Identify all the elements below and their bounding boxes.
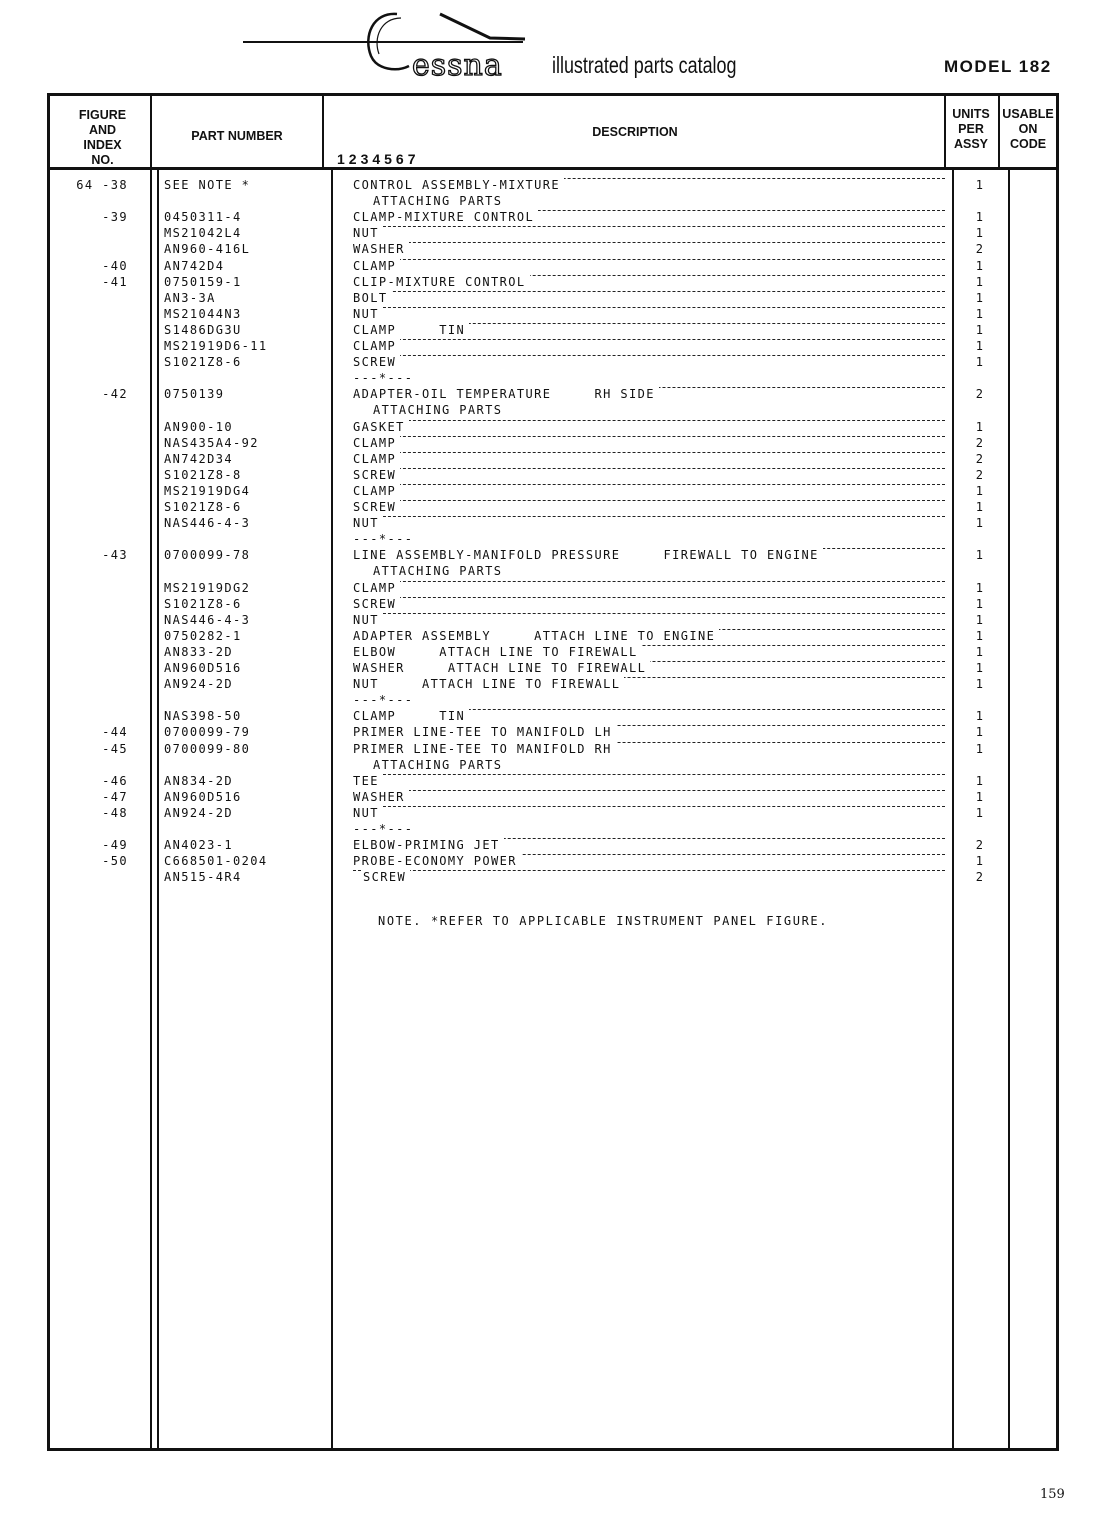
figure-index: -41	[102, 274, 128, 289]
description: GASKET	[353, 420, 409, 434]
units-per-assy: 1	[975, 644, 985, 659]
description-cell	[353, 661, 945, 675]
description-cell	[353, 693, 945, 707]
part-number: MS21919DG4	[164, 483, 251, 498]
table-row	[0, 500, 1113, 516]
part-number: AN900-10	[164, 419, 233, 434]
description-cell	[353, 581, 945, 595]
table-row	[0, 355, 1113, 371]
table-row	[0, 870, 1113, 886]
col-figure-header-line: AND	[88, 123, 117, 137]
table-row	[0, 210, 1113, 226]
description-cell	[353, 436, 945, 450]
description-cell	[353, 709, 945, 723]
part-number: AN742D34	[164, 451, 233, 466]
part-number: S1486DG3U	[164, 322, 242, 337]
col-figure-header-line: NO.	[91, 153, 114, 167]
units-per-assy: 1	[975, 548, 985, 563]
col-divider-part	[322, 96, 324, 169]
table-row	[0, 581, 1113, 597]
description-cell	[353, 806, 945, 820]
col-description-header: DESCRIPTION	[592, 125, 678, 139]
units-per-assy: 2	[975, 870, 985, 885]
part-number: 0750139	[164, 387, 225, 402]
table-row	[0, 436, 1113, 452]
part-number: AN924-2D	[164, 677, 233, 692]
leader-line	[353, 242, 945, 243]
description-cell	[353, 259, 945, 273]
description-cell	[353, 838, 945, 852]
description-cell	[353, 758, 945, 772]
description: WASHER	[353, 790, 409, 804]
units-per-assy: 1	[975, 355, 985, 370]
part-number: AN924-2D	[164, 805, 233, 820]
description: NUT	[353, 307, 383, 321]
description-cell	[353, 339, 945, 353]
description: SCREW	[353, 355, 400, 369]
table-row	[0, 564, 1113, 580]
part-number: AN960D516	[164, 661, 242, 675]
description: SCREW	[353, 500, 400, 514]
description: ELBOW-PRIMING JET	[353, 838, 504, 852]
table-row	[0, 838, 1113, 854]
description: CONTROL ASSEMBLY-MIXTURE	[353, 178, 564, 192]
table-row	[0, 516, 1113, 532]
table-row	[0, 822, 1113, 838]
description: NUT	[353, 226, 383, 240]
units-per-assy: 1	[975, 677, 985, 692]
table-row	[0, 226, 1113, 242]
description: NUT	[353, 806, 383, 820]
units-per-assy: 1	[975, 274, 985, 289]
description: WASHER ATTACH LINE TO FIREWALL	[353, 661, 650, 675]
units-per-assy: 1	[975, 789, 985, 804]
part-number: AN833-2D	[164, 644, 233, 659]
table-row	[0, 597, 1113, 613]
description-cell	[353, 226, 945, 240]
figure-index: -42	[102, 387, 128, 402]
units-per-assy: 1	[975, 419, 985, 434]
description: ATTACHING PARTS	[373, 194, 506, 208]
description-cell	[353, 854, 945, 868]
table-row	[0, 339, 1113, 355]
part-number: 0750282-1	[164, 628, 242, 643]
units-per-assy: 1	[975, 500, 985, 514]
part-number: 0450311-4	[164, 210, 242, 225]
part-number: NAS446-4-3	[164, 516, 251, 531]
description-cell	[353, 725, 945, 739]
table-row	[0, 790, 1113, 806]
col-usable-header	[998, 107, 1058, 152]
description-cell	[353, 774, 945, 788]
table-row	[0, 806, 1113, 822]
description-cell	[353, 629, 945, 643]
part-number: AN834-2D	[164, 773, 233, 788]
table-row	[0, 645, 1113, 661]
leader-line	[353, 581, 945, 582]
brand-name: essna	[412, 48, 503, 83]
figure-index: -46	[102, 773, 128, 788]
units-per-assy: 2	[975, 387, 985, 402]
leader-line	[353, 420, 945, 421]
description: SCREW	[353, 468, 400, 482]
part-number: MS21042L4	[164, 226, 242, 241]
description: CLAMP	[353, 581, 400, 595]
description-cell	[353, 597, 945, 611]
description: PRIMER LINE-TEE TO MANIFOLD LH	[353, 725, 616, 739]
leader-line	[353, 516, 945, 517]
units-per-assy: 1	[975, 290, 985, 305]
col-usable-header-line: CODE	[1009, 137, 1047, 151]
part-number: MS21919D6-11	[164, 339, 268, 353]
description-cell	[353, 387, 945, 401]
units-per-assy: 1	[975, 628, 985, 643]
col-units-header-line: UNITS	[952, 107, 990, 121]
part-number: MS21044N3	[164, 306, 242, 321]
description: CLAMP	[353, 484, 400, 498]
description-cell	[353, 500, 945, 514]
part-number: AN4023-1	[164, 838, 233, 853]
leader-line	[353, 484, 945, 485]
figure-index: -48	[102, 805, 128, 820]
leader-line	[353, 291, 945, 292]
description-cell	[353, 323, 945, 337]
description: NUT	[353, 613, 383, 627]
figure-index: 64 -38	[76, 178, 128, 192]
description: NUT ATTACH LINE TO FIREWALL	[353, 677, 624, 691]
indent-scale: 1234567	[337, 151, 420, 167]
description-cell	[353, 242, 945, 256]
figure-index: -39	[102, 210, 128, 225]
leader-line	[353, 226, 945, 227]
col-units-header	[946, 107, 996, 152]
units-per-assy: 1	[975, 483, 985, 498]
description-cell	[353, 291, 945, 305]
description-cell	[353, 564, 945, 578]
description: CLAMP	[353, 339, 400, 353]
description-cell	[353, 178, 945, 192]
units-per-assy: 2	[975, 467, 985, 482]
description-cell	[353, 822, 945, 836]
description-cell	[353, 613, 945, 627]
part-number: NAS398-50	[164, 709, 242, 724]
leader-line	[353, 452, 945, 453]
table-row	[0, 758, 1113, 774]
description: ---*---	[353, 532, 417, 546]
table-row	[0, 420, 1113, 436]
part-number: S1021Z8-6	[164, 500, 242, 514]
part-number: 0700099-80	[164, 741, 251, 756]
description-cell	[353, 484, 945, 498]
figure-index: -45	[102, 741, 128, 756]
units-per-assy: 1	[975, 339, 985, 353]
leader-line	[353, 468, 945, 469]
units-per-assy: 2	[975, 435, 985, 450]
table-row	[0, 532, 1113, 548]
units-per-assy: 1	[975, 178, 985, 192]
units-per-assy: 1	[975, 725, 985, 740]
leader-line	[353, 259, 945, 260]
part-number: AN742D4	[164, 258, 225, 273]
table-row	[0, 259, 1113, 275]
figure-index: -44	[102, 725, 128, 740]
part-number: MS21919DG2	[164, 580, 251, 595]
units-per-assy: 1	[975, 612, 985, 627]
units-per-assy: 1	[975, 596, 985, 611]
description: ---*---	[353, 371, 417, 385]
table-row	[0, 725, 1113, 741]
units-per-assy: 1	[975, 709, 985, 724]
description-cell	[353, 548, 945, 562]
description: TEE	[353, 774, 383, 788]
description-cell	[353, 870, 945, 884]
description: LINE ASSEMBLY-MANIFOLD PRESSURE FIREWALL TO ENGINE	[353, 548, 823, 562]
units-per-assy: 2	[975, 838, 985, 853]
part-number: S1021Z8-6	[164, 355, 242, 370]
leader-line	[353, 806, 945, 807]
figure-index: -49	[102, 838, 128, 853]
leader-line	[353, 597, 945, 598]
units-per-assy: 1	[975, 854, 985, 869]
description-cell	[353, 532, 945, 546]
units-per-assy: 2	[975, 451, 985, 466]
col-part-number-header: PART NUMBER	[191, 129, 283, 143]
figure-index: -40	[102, 258, 128, 273]
units-per-assy: 1	[975, 661, 985, 675]
table-row	[0, 677, 1113, 693]
figure-index: -47	[102, 789, 128, 804]
figure-index: -50	[102, 854, 128, 869]
table-row	[0, 742, 1113, 758]
col-units-header-line: ASSY	[953, 137, 989, 151]
leader-line	[353, 790, 945, 791]
description-cell	[353, 275, 945, 289]
units-per-assy: 1	[975, 516, 985, 531]
description: CLAMP	[353, 436, 400, 450]
table-row	[0, 629, 1113, 645]
table-row	[0, 854, 1113, 870]
table-row	[0, 323, 1113, 339]
description: WASHER	[353, 242, 409, 256]
part-number: S1021Z8-8	[164, 467, 242, 482]
description: ---*---	[353, 822, 417, 836]
units-per-assy: 1	[975, 226, 985, 241]
description: NUT	[353, 516, 383, 530]
description-cell	[353, 307, 945, 321]
units-per-assy: 1	[975, 306, 985, 321]
description: ATTACHING PARTS	[373, 564, 506, 578]
table-row	[0, 693, 1113, 709]
part-number: AN960D516	[164, 789, 242, 804]
description-cell	[353, 403, 945, 417]
description-cell	[353, 452, 945, 466]
table-row	[0, 242, 1113, 258]
description: ADAPTER ASSEMBLY ATTACH LINE TO ENGINE	[353, 629, 719, 643]
units-per-assy: 2	[975, 242, 985, 257]
description: SCREW	[363, 870, 410, 884]
leader-line	[353, 613, 945, 614]
col-figure-header	[55, 108, 150, 168]
part-number: S1021Z8-6	[164, 596, 242, 611]
description: ---*---	[353, 693, 417, 707]
table-row	[0, 548, 1113, 564]
col-usable-header-line: USABLE	[1002, 107, 1054, 121]
leader-line	[353, 307, 945, 308]
description: ATTACHING PARTS	[373, 403, 506, 417]
header-rule	[47, 167, 1059, 170]
description: PRIMER LINE-TEE TO MANIFOLD RH	[353, 742, 616, 756]
description-cell	[353, 742, 945, 756]
description: CLAMP-MIXTURE CONTROL	[353, 210, 538, 224]
table-row	[0, 661, 1113, 677]
description-cell	[353, 355, 945, 369]
col-usable-header-line: ON	[1018, 122, 1038, 136]
table-row	[0, 291, 1113, 307]
part-number: AN515-4R4	[164, 870, 242, 885]
leader-line	[353, 870, 945, 871]
description-cell	[353, 371, 945, 385]
units-per-assy: 1	[975, 741, 985, 756]
catalog-title: illustrated parts catalog	[552, 52, 737, 78]
table-row	[0, 484, 1113, 500]
description: SCREW	[353, 597, 400, 611]
table-row	[0, 178, 1113, 194]
leader-line	[353, 774, 945, 775]
description: ELBOW ATTACH LINE TO FIREWALL	[353, 645, 642, 659]
description: PROBE-ECONOMY POWER	[353, 854, 521, 868]
description: ATTACHING PARTS	[373, 758, 506, 772]
units-per-assy: 1	[975, 580, 985, 595]
table-row	[0, 452, 1113, 468]
table-row	[0, 709, 1113, 725]
leader-line	[353, 339, 945, 340]
part-number: AN3-3A	[164, 290, 216, 305]
part-number: SEE NOTE *	[164, 178, 251, 192]
table-row	[0, 468, 1113, 484]
table-row	[0, 307, 1113, 323]
figure-index: -43	[102, 548, 128, 563]
description: CLAMP	[353, 259, 400, 273]
description: CLAMP	[353, 452, 400, 466]
units-per-assy: 1	[975, 773, 985, 788]
footnote: NOTE. *REFER TO APPLICABLE INSTRUMENT PANEL FIGURE.	[378, 914, 829, 928]
description-cell	[353, 194, 945, 208]
col-units-header-line: PER	[958, 122, 984, 136]
part-number: 0750159-1	[164, 274, 242, 289]
description: CLAMP TIN	[353, 323, 469, 337]
col-figure-header-line: INDEX	[83, 138, 122, 152]
description-cell	[353, 420, 945, 434]
model-label: MODEL 182	[944, 57, 1052, 76]
units-per-assy: 1	[975, 258, 985, 273]
page-number: 159	[1040, 1487, 1065, 1502]
leader-line	[353, 355, 945, 356]
part-number: AN960-416L	[164, 242, 251, 257]
table-row	[0, 403, 1113, 419]
page-header	[0, 0, 1113, 95]
units-per-assy: 1	[975, 210, 985, 225]
description-cell	[353, 790, 945, 804]
table-row	[0, 613, 1113, 629]
part-number: NAS435A4-92	[164, 435, 259, 450]
units-per-assy: 1	[975, 322, 985, 337]
table-row	[0, 774, 1113, 790]
leader-line	[353, 500, 945, 501]
table-row	[0, 371, 1113, 387]
description: BOLT	[353, 291, 392, 305]
col-figure-header-line: FIGURE	[78, 108, 127, 122]
description-cell	[353, 677, 945, 691]
units-per-assy: 1	[975, 805, 985, 820]
table-row	[0, 275, 1113, 291]
description: ADAPTER-OIL TEMPERATURE RH SIDE	[353, 387, 659, 401]
table-row	[0, 194, 1113, 210]
part-number: C668501-0204	[164, 854, 268, 869]
description: CLIP-MIXTURE CONTROL	[353, 275, 530, 289]
description-cell	[353, 645, 945, 659]
table-row	[0, 387, 1113, 403]
description-cell	[353, 468, 945, 482]
part-number: NAS446-4-3	[164, 612, 251, 627]
description: CLAMP TIN	[353, 709, 469, 723]
description-cell	[353, 210, 945, 224]
leader-line	[353, 436, 945, 437]
part-number: 0700099-79	[164, 725, 251, 740]
description-cell	[353, 516, 945, 530]
part-number: 0700099-78	[164, 548, 251, 563]
